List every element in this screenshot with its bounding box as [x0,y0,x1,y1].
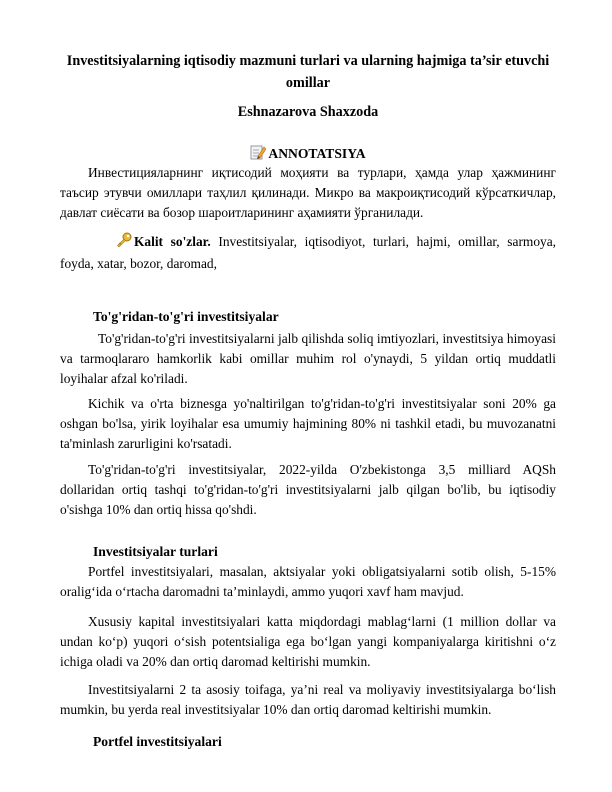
section-paragraph: To'g'ridan-to'g'ri investitsiyalarni jalb qilishda soliq imtiyozlari, investitsiya himoyasi va tarmoqlararo hamkorlik kabi omillar muhim rol o'ynaydi, 5 yildan ortiq muddatli loyihalar afzal ko'riladi. [60,331,556,386]
annotation-heading: ANNOTATSIYA [60,144,556,164]
keywords-text: Investitsiyalar, iqtisodiyot, turlari, hajmi, omillar, sarmoya, foyda, xatar, bozor, daromad, [60,234,557,271]
section-heading-investment-types: Investitsiyalar turlari [93,544,218,559]
section-heading-portfolio-investments: Portfel investitsiyalari [93,734,222,749]
key-icon [88,232,132,254]
annotation-text: Инвестицияларнинг иқтисодий моҳияти ва турлари, ҳамда улар ҳажмининг таъсир этувчи омиллари таҳлил қилинади. Микро ва макроиқтисодий кўрсаткичлар, давлат сиёсати ва бозор шароитларининг аҳамияти ўрганилади. [60,165,556,220]
keywords-paragraph [60,232,556,274]
author-name: Eshnazarova Shaxzoda [237,104,379,120]
section-paragraph: Investitsiyalarni 2 ta asosiy toifaga, ya’ni real va moliyaviy investitsiyalarga bo‘lish mumkin, bu yerda real investitsiyalar 10% dan ortiq daromad keltirishi mumkin. [60,682,556,717]
section-paragraph: Xususiy kapital investitsiyalari katta miqdordagi mablag‘larni (1 million dollar va undan ko‘p) yuqori o‘sish potentsialiga ega bo‘lgan yangi kompaniyalarga kiritishni o‘z ichiga oladi va 20% dan ortiq daromad keltirishi mumkin. [60,614,556,669]
section-paragraph: To'g'ridan-to'g'ri investitsiyalar, 2022-yilda O'zbekistonga 3,5 milliard AQSh dollaridan ortiq tashqi to'g'ridan-to'g'ri investitsiyalarni jalb qilgan bo'lib, bu iqtisodiy o'sishga 10% dan ortiq hissa qo'shdi. [60,462,556,517]
memo-pencil-icon [250,144,266,164]
section-paragraph: Kichik va o'rta biznesga yo'naltirilgan to'g'ridan-to'g'ri investitsiyalar soni 20% ga oshgan bo'lsa, yirik loyihalar esa umumiy hajmining 80% ni tashkil etadi, bu muvozanatni ta'minlash zarurligini ko'rsatadi. [60,396,556,451]
section-heading-direct-investments: To'g'ridan-to'g'ri investitsiyalar [93,309,279,324]
keywords-label: Kalit so'zlar. [134,234,211,249]
section-paragraph: Portfel investitsiyalari, masalan, aktsiyalar yoki obligatsiyalarni sotib olish, 5-15% oralig‘ida o‘rtacha daromadni ta’minlaydi, ammo yuqori xavf ham mavjud. [60,564,556,599]
document-title: Investitsiyalarning iqtisodiy mazmuni turlari va ularning hajmiga ta’sir etuvchi omillar [66,53,550,91]
